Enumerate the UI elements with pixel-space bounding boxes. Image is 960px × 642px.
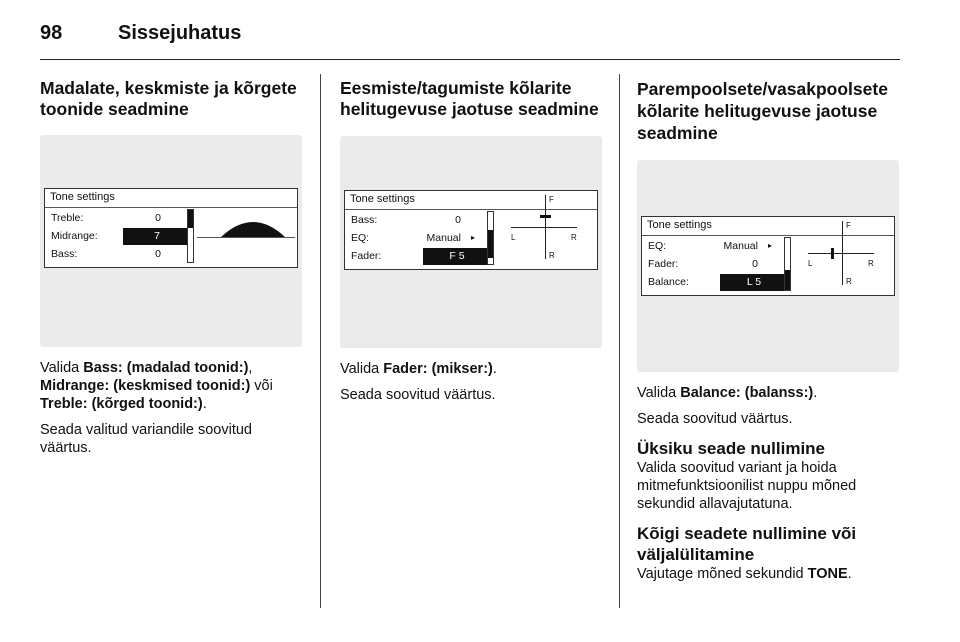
option-name: Fader: (mikser:) — [383, 361, 493, 377]
crosshair-label-rear: R — [846, 277, 852, 286]
arrow-right-icon: ▸ — [767, 241, 772, 250]
crosshair-label-right: R — [868, 259, 874, 268]
setting-row-fader — [646, 256, 786, 273]
tone-settings-screen — [344, 190, 598, 270]
text: Valida — [340, 361, 384, 377]
scroll-thumb — [488, 230, 493, 258]
screen-title: Tone settings — [647, 219, 712, 231]
section-heading: Eesmiste/tagumiste kõlarite helitugevuse jaotuse seadmine — [340, 78, 599, 119]
scrollbar — [487, 211, 494, 265]
setting-value: 0 — [155, 248, 161, 260]
column-divider — [619, 74, 620, 608]
text: . — [813, 385, 818, 401]
setting-value: Manual — [426, 232, 461, 244]
text: . — [202, 396, 207, 412]
section-title: Sissejuhatus — [118, 22, 242, 44]
fader-marker — [540, 215, 551, 218]
setting-label: EQ: — [648, 240, 667, 252]
text: Valida — [637, 385, 681, 401]
scroll-thumb — [785, 270, 790, 290]
instruction-paragraph — [637, 384, 901, 402]
page-number: 98 — [40, 22, 63, 44]
page-header — [40, 20, 900, 60]
section-heading: Madalate, keskmiste ja kõrgete toonide seadmine — [40, 78, 297, 119]
setting-row-eq — [349, 230, 489, 247]
setting-label: Treble: — [51, 212, 84, 224]
column-fader — [340, 78, 602, 412]
body-text — [340, 360, 602, 404]
instruction-paragraph: Seada soovitud väärtus. — [340, 387, 496, 403]
text: Valida — [40, 360, 84, 376]
figure-balance-settings — [637, 160, 899, 372]
subheading-reset-single: Üksiku seade nullimine — [637, 439, 826, 458]
setting-value-selected: 7 — [123, 228, 191, 245]
crosshair-label-front: F — [549, 195, 554, 204]
setting-label: Balance: — [648, 276, 689, 288]
option-name: Midrange: (keskmised toonid:) — [40, 378, 251, 394]
setting-value: Manual — [723, 240, 758, 252]
setting-label: Fader: — [351, 250, 382, 262]
text: , — [248, 360, 253, 376]
body-text — [40, 359, 302, 457]
setting-value: 0 — [455, 214, 461, 226]
setting-row-balance — [646, 274, 786, 291]
text: . — [847, 566, 852, 582]
option-name: Bass: (madalad toonid:) — [83, 360, 249, 376]
figure-fader-settings — [340, 136, 602, 348]
screen-title: Tone settings — [50, 191, 115, 203]
setting-label: Fader: — [648, 258, 679, 270]
scroll-thumb — [188, 210, 193, 228]
tone-settings-screen — [641, 216, 895, 296]
eq-baseline — [197, 237, 295, 238]
tone-settings-screen — [44, 188, 298, 268]
setting-value-selected: F 5 — [423, 248, 491, 265]
column-balance — [637, 78, 901, 583]
setting-value: 0 — [155, 212, 161, 224]
subheading-reset-all: Kõigi seadete nullimine või väljalülitamine — [637, 524, 857, 564]
setting-label: EQ: — [351, 232, 370, 244]
setting-row-fader — [349, 248, 489, 265]
instruction-paragraph — [340, 360, 602, 378]
setting-row-midrange — [49, 228, 189, 245]
setting-row-treble — [49, 210, 189, 227]
setting-row-eq — [646, 238, 786, 255]
balance-marker — [831, 248, 834, 259]
option-name: Balance: (balanss:) — [680, 385, 814, 401]
setting-value: 0 — [752, 258, 758, 270]
crosshair-label-left: L — [808, 259, 813, 268]
crosshair-label-rear: R — [549, 251, 555, 260]
setting-label: Midrange: — [51, 230, 98, 242]
body-text — [637, 384, 901, 428]
screen-divider — [45, 207, 297, 208]
arrow-right-icon: ▸ — [470, 233, 475, 242]
scrollbar — [187, 209, 194, 263]
reset-all-text — [637, 565, 901, 583]
text: või — [250, 378, 273, 394]
setting-label: Bass: — [51, 248, 78, 260]
figure-tone-settings — [40, 135, 302, 347]
button-name: TONE — [807, 566, 848, 582]
reset-single-text: Valida soovitud variant ja hoida mitmefunktsioonilist nuppu mõned sekundid allavajutatuna. — [637, 460, 857, 512]
instruction-paragraph: Seada soovitud väärtus. — [637, 411, 793, 427]
screen-title: Tone settings — [350, 193, 415, 205]
instruction-paragraph: Seada valitud variandile soovitud väärtus. — [40, 422, 252, 456]
setting-row-bass — [349, 212, 489, 229]
crosshair-label-right: R — [571, 233, 577, 242]
setting-label: Bass: — [351, 214, 378, 226]
text: Vajutage mõned sekundid — [637, 566, 808, 582]
setting-row-bass — [49, 246, 189, 263]
eq-curve-icon — [213, 217, 293, 237]
crosshair-horizontal — [808, 253, 874, 254]
column-tone-bands — [40, 78, 302, 465]
crosshair-label-front: F — [846, 221, 851, 230]
fader-crosshair — [511, 191, 597, 269]
text: . — [492, 361, 497, 377]
crosshair-label-left: L — [511, 233, 516, 242]
scrollbar — [784, 237, 791, 291]
crosshair-horizontal — [511, 227, 577, 228]
option-name: Treble: (kõrged toonid:) — [40, 396, 203, 412]
setting-value-selected: L 5 — [720, 274, 788, 291]
instruction-paragraph — [40, 359, 302, 413]
section-heading: Parempoolsete/vasakpoolsete kõlarite helitugevuse jaotuse seadmine — [637, 79, 888, 143]
balance-crosshair — [808, 217, 894, 295]
column-divider — [320, 74, 321, 608]
